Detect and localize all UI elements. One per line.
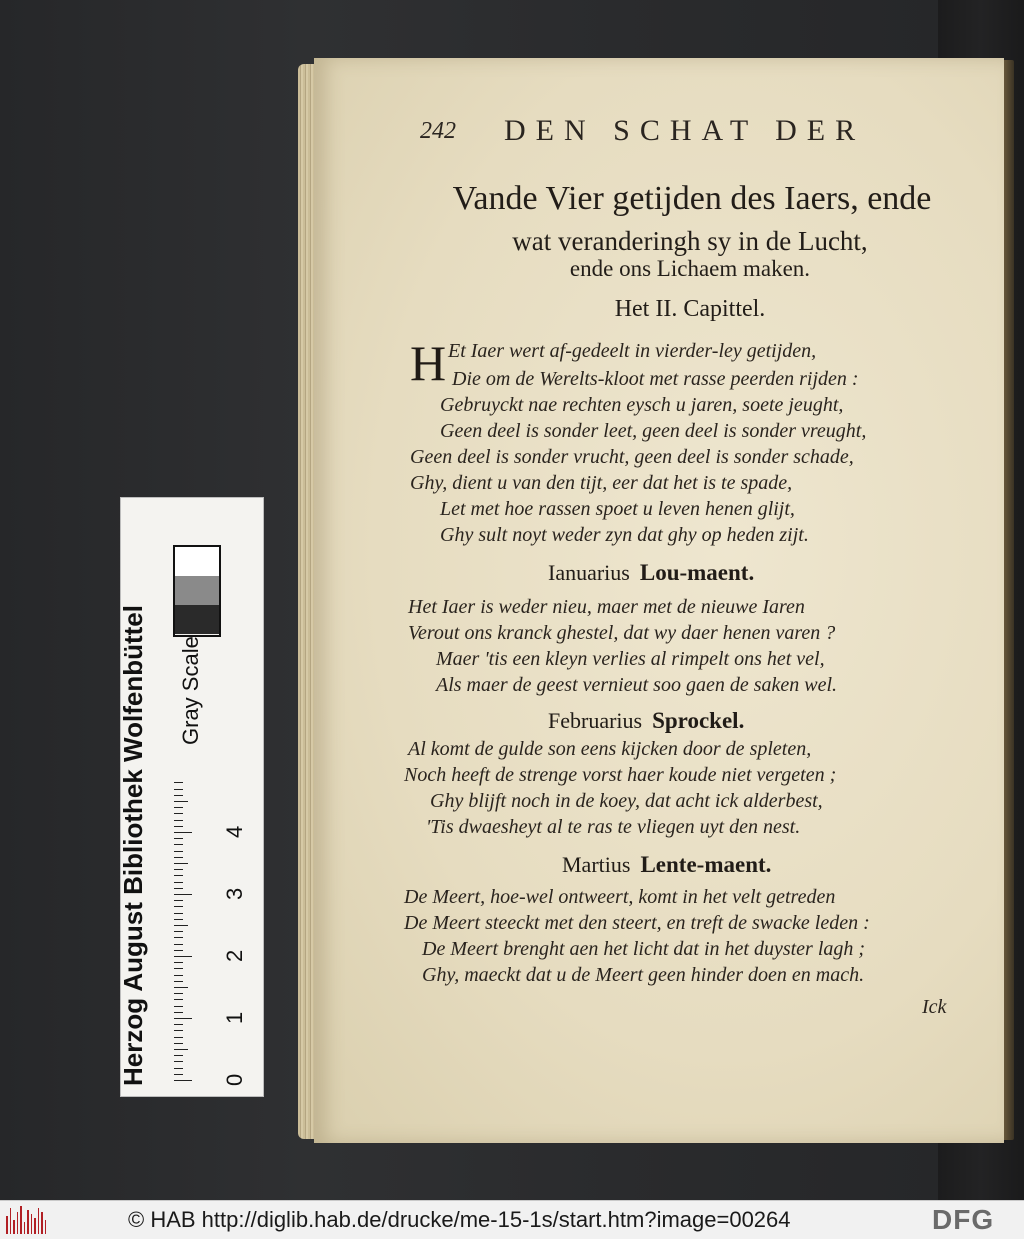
page-number: 242 (420, 118, 456, 144)
ruler-tick (174, 931, 183, 932)
ruler-number: 1 (222, 1011, 247, 1024)
ruler-tick (174, 869, 183, 870)
ruler-tick (174, 993, 183, 994)
ruler-number: 2 (222, 949, 247, 962)
ruler-tick (174, 1074, 183, 1075)
library-name: Herzog August Bibliothek Wolfenbüttel (118, 605, 148, 1086)
ruler-tick (174, 894, 192, 895)
intro-verse-line: Let met hoe rassen spoet u leven henen glijt, (440, 498, 795, 520)
ruler-tick (174, 906, 183, 907)
ruler-number: 0 (222, 1073, 247, 1086)
ruler-tick (174, 813, 183, 814)
intro-verse-line: Gebruyckt nae rechten eysch u jaren, soete jeught, (440, 394, 844, 416)
intro-verse-line: Die om de Werelts-kloot met rasse peerden rijden : (452, 368, 859, 390)
ruler-tick (174, 950, 183, 951)
month-heading (548, 560, 754, 586)
month-heading (548, 708, 744, 734)
ruler-tick (174, 801, 188, 802)
ruler-tick (174, 1037, 183, 1038)
ruler-number: 4 (222, 825, 247, 838)
ruler-tick (174, 863, 188, 864)
ruler-tick (174, 826, 183, 827)
month-verse-line: 'Tis dwaesheyt al te ras te vliegen uyt den nest. (426, 816, 801, 838)
month-heading (562, 852, 771, 878)
ruler-tick (174, 925, 188, 926)
swatch-gray (175, 576, 219, 605)
chapter-title-line1: Vande Vier getijden des Iaers, ende (452, 180, 932, 217)
ruler-tick (174, 1043, 183, 1044)
gray-swatch (173, 545, 221, 637)
ruler-tick (174, 968, 183, 969)
month-verse-line: Ghy, maeckt dat u de Meert geen hinder doen en mach. (422, 964, 865, 986)
ruler-tick (174, 820, 183, 821)
chapter-title-line2: wat veranderingh sy in de Lucht, (512, 226, 868, 256)
running-head: DEN SCHAT DER (504, 114, 866, 147)
month-dutch: Lou-maent. (639, 560, 755, 585)
ruler-tick (174, 987, 188, 988)
month-verse-line: Al komt de gulde son eens kijcken door de spleten, (408, 738, 812, 760)
catchword: Ick (922, 996, 947, 1018)
ruler-tick (174, 962, 183, 963)
month-verse-line: Noch heeft de strenge vorst haer koude niet vergeten ; (404, 764, 837, 786)
month-verse-line: Verout ons kranck ghestel, dat wy daer henen varen ? (408, 622, 836, 644)
ruler-tick (174, 888, 183, 889)
gray-scale-label: Gray Scale (178, 636, 203, 745)
month-verse-line: Ghy blijft noch in de koey, dat acht ick alderbest, (430, 790, 823, 812)
chapter-heading: Het II. Capittel. (614, 296, 766, 322)
intro-verse-line: Geen deel is sonder leet, geen deel is sonder vreught, (440, 420, 867, 442)
ruler-tick (174, 789, 183, 790)
footer-bar (0, 1200, 1024, 1239)
ruler-tick (174, 981, 183, 982)
ruler-tick (174, 838, 183, 839)
ruler-tick (174, 975, 183, 976)
ruler-tick (174, 882, 183, 883)
swatch-white (175, 547, 219, 576)
ruler-tick (174, 919, 183, 920)
ruler-tick (174, 1012, 183, 1013)
intro-verse-line: Ghy, dient u van den tijt, eer dat het is te spade, (410, 472, 793, 494)
month-verse-line: Het Iaer is weder nieu, maer met de nieuwe Iaren (408, 596, 805, 618)
month-verse-line: De Meert, hoe-wel ontweert, komt in het velt getreden (404, 886, 836, 908)
ruler-tick (174, 844, 183, 845)
month-dutch: Lente-maent. (640, 852, 772, 877)
ruler-tick (174, 782, 183, 783)
ruler-tick (174, 1018, 192, 1019)
drop-cap: H (410, 335, 447, 391)
ruler-tick (174, 1061, 183, 1062)
ruler-tick (174, 937, 183, 938)
ruler-number: 3 (222, 887, 247, 900)
ruler-tick (174, 1024, 183, 1025)
ruler-tick (174, 807, 183, 808)
month-latin: Martius (562, 852, 631, 877)
ruler-tick (174, 1068, 183, 1069)
ruler-tick (174, 1049, 188, 1050)
ruler-tick (174, 956, 192, 957)
ruler-tick (174, 1006, 183, 1007)
month-dutch: Sprockel. (652, 708, 745, 733)
month-verse-line: De Meert brenght aen het licht dat in het duyster lagh ; (422, 938, 866, 960)
ruler-tick (174, 1030, 183, 1031)
intro-verse-line: Geen deel is sonder vrucht, geen deel is sonder schade, (410, 446, 854, 468)
ruler-tick (174, 857, 183, 858)
ruler-tick (174, 1080, 192, 1081)
swatch-black (175, 605, 219, 634)
footer-citation: © HAB http://diglib.hab.de/drucke/me-15-1s/start.htm?image=00264 (128, 1207, 791, 1232)
intro-verse-line: Et Iaer wert af-gedeelt in vierder-ley getijden, (448, 340, 817, 362)
chapter-title-line3: ende ons Lichaem maken. (569, 256, 811, 281)
month-latin: Ianuarius (548, 560, 630, 585)
hab-logo-icon (6, 1206, 46, 1234)
ruler-tick (174, 944, 183, 945)
month-verse-line: De Meert steeckt met den steert, en treft de swacke leden : (404, 912, 870, 934)
dfg-logo: DFG (932, 1204, 995, 1235)
ruler-tick (174, 832, 192, 833)
ruler-tick (174, 795, 183, 796)
ruler-tick (174, 913, 183, 914)
ruler-tick (174, 875, 183, 876)
month-latin: Februarius (548, 708, 643, 733)
ruler-tick (174, 851, 183, 852)
month-verse-line: Als maer de geest vernieut soo gaen de saken wel. (436, 674, 838, 696)
intro-verse-line: Ghy sult noyt weder zyn dat ghy op heden zijt. (440, 524, 809, 546)
ruler-tick (174, 900, 183, 901)
month-verse-line: Maer 'tis een kleyn verlies al rimpelt ons het vel, (436, 648, 825, 670)
ruler-tick (174, 1055, 183, 1056)
ruler-tick (174, 999, 183, 1000)
